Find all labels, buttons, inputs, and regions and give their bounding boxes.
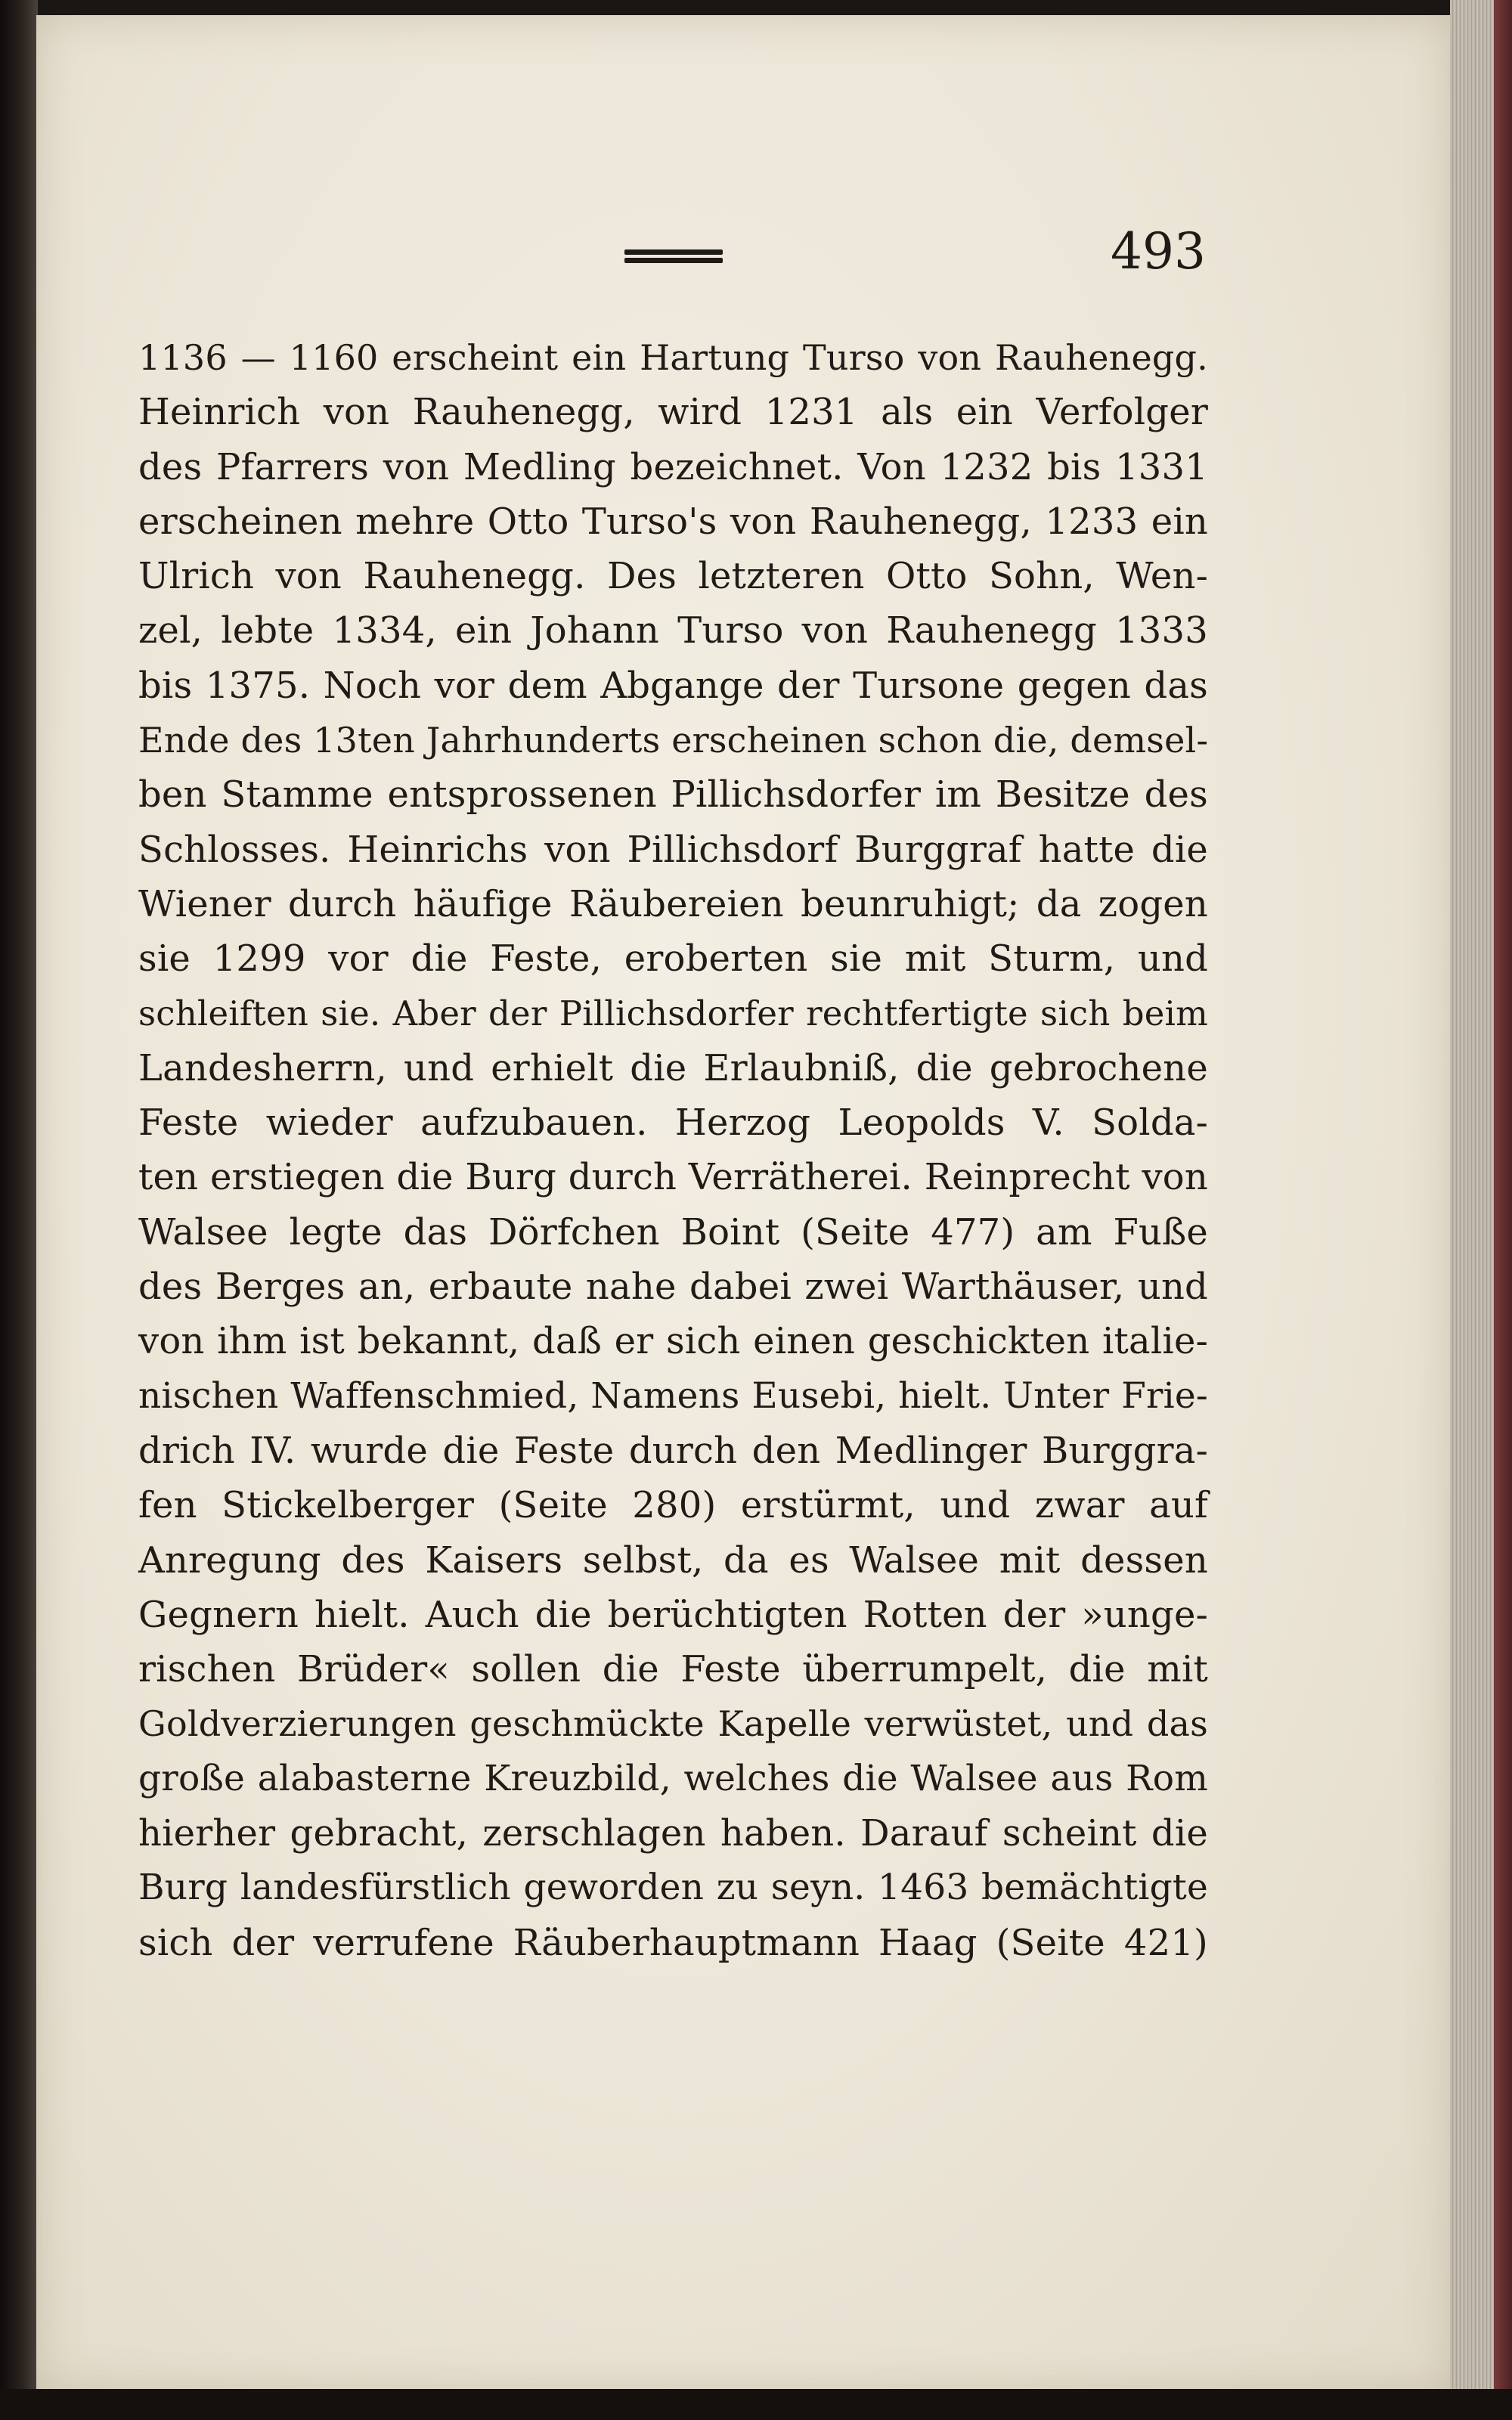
text-line: Landesherrn, und erhielt die Erlaubniß, die gebrochene bbox=[138, 1046, 1208, 1089]
text-line: von ihm ist bekannt, daß er sich einen geschickten italie- bbox=[138, 1320, 1208, 1363]
text-line: des Pfarrers von Medling bezeichnet. Von 1232 bis 1331 bbox=[138, 445, 1208, 488]
text-line: drich IV. wurde die Feste durch den Medlinger Burggra- bbox=[138, 1429, 1208, 1472]
text-line: des Berges an, erbaute nahe dabei zwei Warthäuser, und bbox=[138, 1266, 1208, 1309]
page-number: 493 bbox=[1111, 222, 1206, 280]
text-line: hierher gebracht, zerschlagen haben. Darauf scheint die bbox=[138, 1812, 1208, 1855]
text-line: nischen Waffenschmied, Namens Eusebi, hielt. Unter Frie- bbox=[138, 1374, 1208, 1417]
text-line: 1136 — 1160 erscheint ein Hartung Turso von Rauhenegg. bbox=[138, 337, 1208, 378]
text-line: Gegnern hielt. Auch die berüchtigten Rotten der »unge- bbox=[138, 1593, 1208, 1636]
text-line: ten erstiegen die Burg durch Verrätherei. Reinprecht von bbox=[138, 1156, 1208, 1199]
text-line: erscheinen mehre Otto Turso's von Rauhenegg, 1233 ein bbox=[138, 500, 1208, 543]
body-text bbox=[138, 330, 1208, 1970]
text-line: schleiften sie. Aber der Pillichsdorfer rechtfertigte sich beim bbox=[138, 993, 1208, 1033]
text-line: bis 1375. Noch vor dem Abgange der Tursone gegen das bbox=[138, 664, 1208, 707]
text-line: Ende des 13ten Jahrhunderts erscheinen schon die, demsel- bbox=[138, 720, 1209, 761]
bottom-shadow bbox=[0, 2389, 1512, 2420]
text-line: große alabasterne Kreuzbild, welches die Walsee aus Rom bbox=[138, 1757, 1208, 1799]
text-line: zel, lebte 1334, ein Johann Turso von Rauhenegg 1333 bbox=[138, 609, 1208, 652]
text-line: Burg landesfürstlich geworden zu seyn. 1463 bemächtigte bbox=[138, 1867, 1208, 1909]
text-line: Schlosses. Heinrichs von Pillichsdorf Burggraf hatte die bbox=[138, 828, 1208, 871]
text-line: Anregung des Kaisers selbst, da es Walsee mit dessen bbox=[138, 1538, 1208, 1582]
text-line: Goldverzierungen geschmückte Kapelle verwüstet, und das bbox=[138, 1703, 1208, 1745]
text-line: fen Stickelberger (Seite 280) erstürmt, und zwar auf bbox=[138, 1484, 1208, 1527]
text-line: Walsee legte das Dörfchen Boint (Seite 477) am Fuße bbox=[138, 1210, 1208, 1253]
text-line: Heinrich von Rauhenegg, wird 1231 als ein Verfolger bbox=[138, 391, 1208, 434]
text-line: Wiener durch häufige Räubereien beunruhigt; da zogen bbox=[138, 882, 1208, 925]
text-line: ben Stamme entsprossenen Pillichsdorfer im Besitze des bbox=[138, 773, 1208, 816]
text-line: rischen Brüder« sollen die Feste überrumpelt, die mit bbox=[138, 1648, 1208, 1691]
header-rule bbox=[624, 249, 723, 265]
book-cover-edge bbox=[1494, 0, 1512, 2420]
text-line: sich der verrufene Räuberhauptmann Haag (Seite 421) bbox=[138, 1921, 1208, 1964]
text-line: sie 1299 vor die Feste, eroberten sie mit Sturm, und bbox=[138, 937, 1208, 981]
gutter-shadow bbox=[0, 0, 38, 2420]
text-line: Feste wieder aufzubauen. Herzog Leopolds V. Solda- bbox=[138, 1102, 1208, 1145]
text-line: Ulrich von Rauhenegg. Des letzteren Otto Sohn, Wen- bbox=[138, 555, 1208, 598]
